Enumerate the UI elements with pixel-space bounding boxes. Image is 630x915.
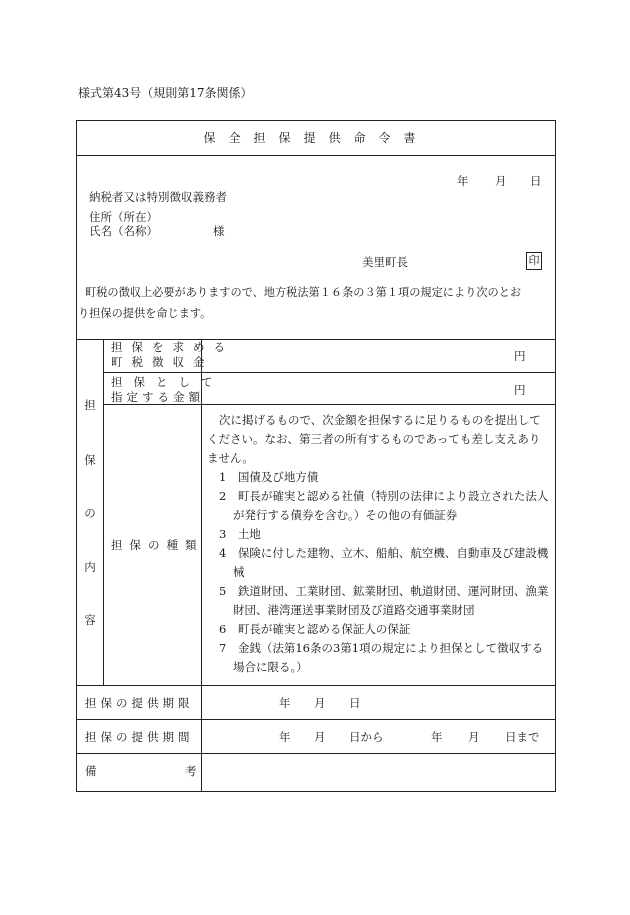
section-label-char: 担 — [84, 398, 96, 412]
honorific: 様 — [213, 224, 225, 238]
divider — [103, 339, 104, 685]
list-item: 3 土地 — [219, 527, 261, 541]
document-title: 保全担保提供命令書 — [203, 131, 429, 145]
notice-text: り担保の提供を命じます。 — [78, 307, 212, 320]
row-label: 担保を求める — [111, 340, 234, 354]
yen-unit: 円 — [514, 383, 526, 397]
section-label-char: の — [84, 506, 96, 520]
list-item: 6 町長が確実と認める保証人の保証 — [219, 622, 411, 636]
row-label: 指定する金額 — [111, 390, 204, 404]
section-label-char: 容 — [84, 613, 96, 627]
period-from: 日から — [349, 730, 384, 744]
collateral-content — [207, 411, 549, 677]
divider — [77, 155, 555, 156]
list-item: 7 金銭（法第16条の3第1項の規定により担保として徴収する場合に限る。） — [219, 641, 544, 674]
period-year: 年 — [279, 730, 291, 744]
deadline-day: 日 — [349, 696, 361, 710]
address-label: 住所（所在） — [89, 210, 158, 224]
row-label: 町税徴収金 — [111, 355, 214, 369]
divider — [201, 339, 202, 792]
notice-text: 町税の徴収上必要がありますので、地方税法第１６条の３第１項の規定により次のとお — [85, 286, 522, 299]
list-item: 1 国債及び地方債 — [219, 470, 319, 484]
issuer-name: 美里町長 — [362, 255, 408, 269]
date-day: 日 — [530, 174, 542, 188]
period-year-end: 年 — [431, 730, 443, 744]
divider — [77, 753, 555, 754]
deadline-label: 担保の提供期限 — [85, 696, 194, 710]
section-label-char: 内 — [84, 560, 96, 574]
list-item: 5 鉄道財団、工業財団、鉱業財団、軌道財団、運河財団、漁業財団、港湾運送事業財団及び道路交通事業財団 — [219, 584, 549, 617]
deadline-month: 月 — [314, 696, 326, 710]
divider — [77, 685, 555, 686]
period-month-end: 月 — [468, 730, 480, 744]
section-label-char: 保 — [84, 453, 96, 467]
period-label: 担保の提供期間 — [85, 730, 194, 744]
list-item: 4 保険に付した建物、立木、船舶、航空機、自動車及び建設機械 — [219, 546, 549, 579]
row-label: 担保の種類 — [111, 538, 204, 552]
remarks-label: 考 — [185, 764, 197, 778]
seal-mark: 印 — [526, 252, 542, 270]
yen-unit: 円 — [514, 349, 526, 363]
divider — [77, 719, 555, 720]
remarks-label: 備 — [85, 764, 97, 778]
addressee-role: 納税者又は特別徴収義務者 — [89, 190, 227, 204]
name-label: 氏名（名称） — [89, 224, 158, 238]
date-month: 月 — [495, 174, 507, 188]
period-to: 日まで — [505, 730, 540, 744]
date-year: 年 — [457, 174, 469, 188]
list-item: 2 町長が確実と認める社債（特別の法律により設立された法人が発行する債券を含む。）その他の有価証券 — [219, 489, 549, 522]
collateral-intro: 次に掲げるもので、次金額を担保するに足りるものを提出してください。なお、第三者の所有するものであっても差し支えありません。 — [207, 413, 541, 465]
divider — [103, 372, 555, 373]
period-month: 月 — [314, 730, 326, 744]
row-label: 担保として — [111, 375, 224, 389]
form-number: 様式第43号（規則第17条関係） — [78, 86, 253, 100]
order-form — [76, 120, 556, 792]
deadline-year: 年 — [279, 696, 291, 710]
